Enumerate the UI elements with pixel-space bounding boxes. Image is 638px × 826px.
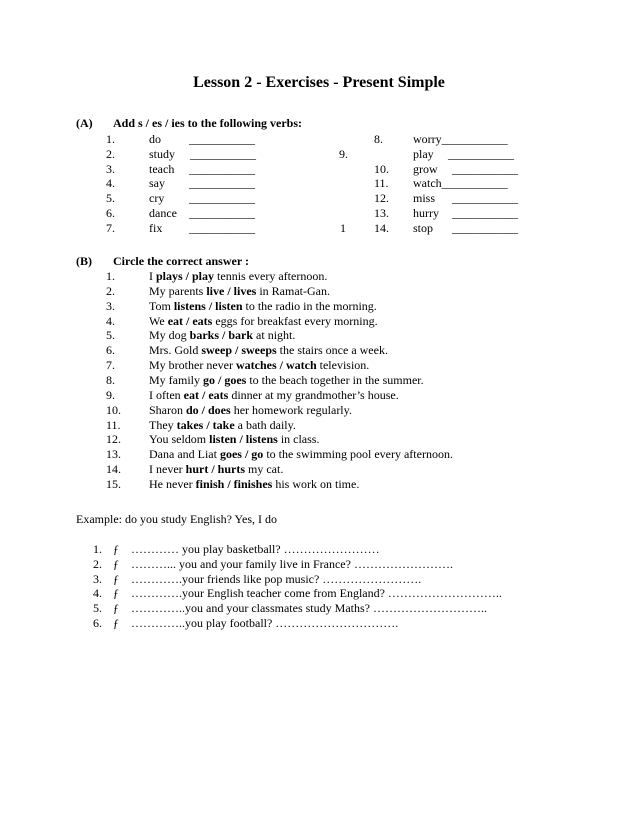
- sentence-start: I: [149, 269, 156, 283]
- question-number: 7.: [106, 358, 115, 372]
- verb-word-with-blank: watch___________: [413, 176, 508, 190]
- sentence-end: my cat.: [245, 462, 284, 476]
- verb-blank: ___________: [452, 221, 518, 235]
- verb-word-with-blank: worry___________: [413, 132, 508, 146]
- question-sentence: [149, 418, 296, 432]
- page-title: Lesson 2 - Exercises - Present Simple: [193, 74, 445, 91]
- sentence-start: My dog: [149, 328, 190, 342]
- question-number: 9.: [106, 388, 115, 402]
- sentence-end: in class.: [277, 432, 320, 446]
- sentence-end: to the beach together in the summer.: [246, 373, 424, 387]
- sentence-end: to the radio in the morning.: [242, 299, 377, 313]
- question-text: …………..you and your classmates study Maths? ………………………..: [131, 601, 487, 615]
- verb-number: 7.: [106, 221, 115, 235]
- bullet-icon: ƒ: [113, 557, 119, 571]
- verb-number: 4.: [106, 176, 115, 190]
- question-number: 2.: [93, 557, 102, 571]
- answer-choice: listen / listens: [209, 432, 278, 446]
- answer-choice: goes / go: [219, 447, 264, 461]
- stray-number: 1: [340, 221, 346, 235]
- verb-blank: ___________: [189, 206, 255, 220]
- sentence-start: Sharon: [149, 403, 186, 417]
- sentence-end: the stairs once a week.: [276, 343, 388, 357]
- sentence-end: his work on time.: [272, 477, 360, 491]
- answer-choice: watches / watch: [235, 358, 317, 372]
- bullet-icon: ƒ: [113, 601, 119, 615]
- verb-word: fix: [149, 221, 163, 235]
- answer-choice: takes / take: [176, 418, 235, 432]
- question-text: ………… you play basketball? ……………………: [131, 542, 380, 556]
- sentence-start: I often: [149, 388, 184, 402]
- verb-blank: ___________: [189, 132, 255, 146]
- bullet-icon: ƒ: [113, 572, 119, 586]
- sentence-end: in Ramat-Gan.: [256, 284, 330, 298]
- verb-word: dance: [149, 206, 177, 220]
- question-number: 6.: [106, 343, 115, 357]
- sentence-start: Mrs. Gold: [149, 343, 202, 357]
- verb-number: 8.: [374, 132, 383, 146]
- question-number: 1.: [106, 269, 115, 283]
- verb-blank: ___________: [190, 147, 256, 161]
- answer-choice: eat / eats: [167, 314, 213, 328]
- question-number: 13.: [106, 447, 121, 461]
- answer-choice: do / does: [186, 403, 231, 417]
- sentence-end: dinner at my grandmother’s house.: [228, 388, 399, 402]
- verb-blank: ___________: [452, 162, 518, 176]
- section-a-label: (A): [76, 116, 93, 130]
- sentence-start: You seldom: [149, 432, 210, 446]
- question-number: 6.: [93, 616, 102, 630]
- question-sentence: [149, 284, 330, 298]
- sentence-start: We: [149, 314, 168, 328]
- sentence-end: a bath daily.: [234, 418, 296, 432]
- answer-choice: sweep / sweeps: [201, 343, 277, 357]
- verb-number: 3.: [106, 162, 115, 176]
- verb-number: 2.: [106, 147, 115, 161]
- section-b-heading: Circle the correct answer :: [113, 254, 249, 268]
- verb-blank: ___________: [452, 191, 518, 205]
- question-number: 11.: [106, 418, 121, 432]
- question-sentence: [149, 447, 453, 461]
- answer-choice: live / lives: [206, 284, 257, 298]
- example-line: Example: do you study English? Yes, I do: [76, 512, 277, 526]
- question-sentence: [149, 343, 388, 357]
- verb-word: cry: [149, 191, 165, 205]
- answer-choice: listens / listen: [173, 299, 243, 313]
- answer-choice: barks / bark: [189, 328, 254, 342]
- verb-word: teach: [149, 162, 175, 176]
- question-sentence: [149, 299, 377, 313]
- question-number: 12.: [106, 432, 121, 446]
- question-number: 3.: [106, 299, 115, 313]
- question-text: ………... you and your family live in France? …………………….: [131, 557, 453, 571]
- question-sentence: [149, 477, 359, 491]
- verb-blank: ___________: [189, 176, 255, 190]
- verb-word: miss: [413, 191, 436, 205]
- verb-word: play: [413, 147, 434, 161]
- question-number: 14.: [106, 462, 121, 476]
- question-number: 10.: [106, 403, 121, 417]
- question-sentence: [149, 269, 327, 283]
- section-a-heading: Add s / es / ies to the following verbs:: [113, 116, 302, 130]
- verb-number: 14.: [374, 221, 389, 235]
- sentence-end: her homework regularly.: [230, 403, 352, 417]
- question-sentence: [149, 373, 424, 387]
- bullet-icon: ƒ: [113, 542, 119, 556]
- question-sentence: [149, 388, 399, 402]
- sentence-end: eggs for breakfast every morning.: [212, 314, 378, 328]
- verb-word: grow: [413, 162, 438, 176]
- question-sentence: [149, 432, 319, 446]
- verb-blank: ___________: [452, 206, 518, 220]
- answer-choice: finish / finishes: [195, 477, 273, 491]
- sentence-start: He never: [149, 477, 196, 491]
- question-text: …………..you play football? ………………………….: [131, 616, 399, 630]
- verb-number: 6.: [106, 206, 115, 220]
- verb-blank: ___________: [189, 221, 255, 235]
- question-number: 5.: [93, 601, 102, 615]
- question-sentence: [149, 328, 295, 342]
- answer-choice: eat / eats: [183, 388, 229, 402]
- verb-word: do: [149, 132, 161, 146]
- verb-number: 12.: [374, 191, 389, 205]
- question-number: 3.: [93, 572, 102, 586]
- bullet-icon: ƒ: [113, 586, 119, 600]
- verb-number: 11.: [374, 176, 389, 190]
- question-sentence: [149, 462, 283, 476]
- verb-number: 1.: [106, 132, 115, 146]
- section-b-label: (B): [76, 254, 92, 268]
- sentence-end: tennis every afternoon.: [214, 269, 328, 283]
- stray-number: 9.: [339, 147, 348, 161]
- answer-choice: plays / play: [156, 269, 215, 283]
- sentence-start: My parents: [149, 284, 207, 298]
- verb-number: 13.: [374, 206, 389, 220]
- sentence-start: I never: [149, 462, 186, 476]
- verb-word: study: [149, 147, 176, 161]
- verb-blank: ___________: [448, 147, 514, 161]
- question-sentence: [149, 314, 378, 328]
- sentence-start: My family: [149, 373, 203, 387]
- answer-choice: go / goes: [203, 373, 247, 387]
- question-number: 1.: [93, 542, 102, 556]
- question-number: 8.: [106, 373, 115, 387]
- verb-number: 5.: [106, 191, 115, 205]
- sentence-start: Tom: [149, 299, 174, 313]
- verb-blank: ___________: [189, 191, 255, 205]
- verb-word: stop: [413, 221, 434, 235]
- answer-choice: hurt / hurts: [185, 462, 245, 476]
- verb-number: 10.: [374, 162, 389, 176]
- sentence-end: to the swimming pool every afternoon.: [263, 447, 453, 461]
- question-text: ………….your friends like pop music? …………………….: [131, 572, 422, 586]
- question-sentence: [149, 403, 352, 417]
- question-number: 4.: [93, 586, 102, 600]
- question-sentence: [149, 358, 369, 372]
- question-number: 2.: [106, 284, 115, 298]
- sentence-end: at night.: [253, 328, 296, 342]
- question-text: ………….your English teacher come from England? ………………………..: [131, 586, 502, 600]
- verb-word: hurry: [413, 206, 439, 220]
- question-number: 15.: [106, 477, 121, 491]
- question-number: 4.: [106, 314, 115, 328]
- bullet-icon: ƒ: [113, 616, 119, 630]
- sentence-start: Dana and Liat: [149, 447, 220, 461]
- question-number: 5.: [106, 328, 115, 342]
- verb-blank: ___________: [189, 162, 255, 176]
- verb-word: say: [149, 176, 165, 190]
- sentence-end: television.: [316, 358, 370, 372]
- sentence-start: My brother never: [149, 358, 236, 372]
- sentence-start: They: [149, 418, 177, 432]
